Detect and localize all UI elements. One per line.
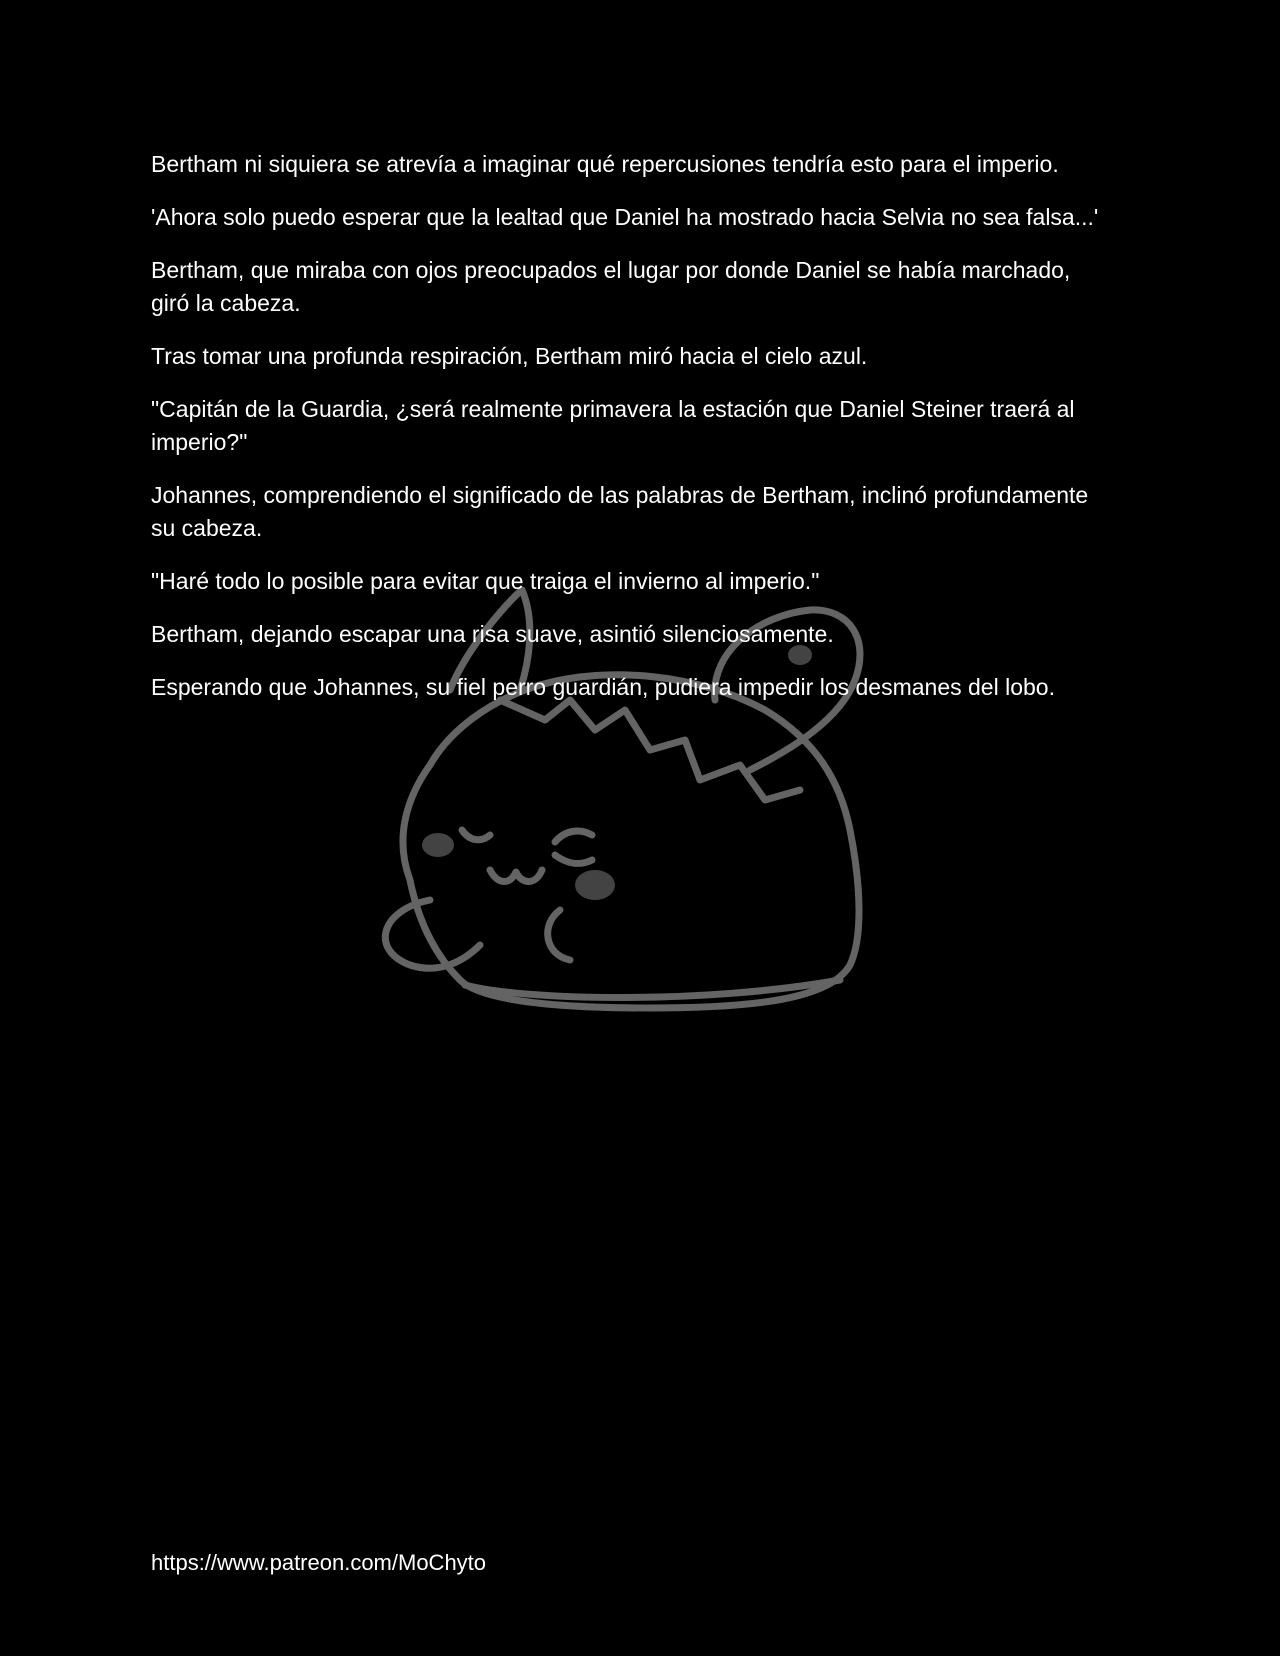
paragraph: "Haré todo lo posible para evitar que traiga el invierno al imperio." [151, 568, 820, 594]
paragraph: Bertham, dejando escapar una risa suave, asintió silenciosamente. [151, 621, 834, 647]
paragraph: Esperando que Johannes, su fiel perro guardián, pudiera impedir los desmanes del lobo. [151, 674, 1055, 700]
patreon-link[interactable]: https://www.patreon.com/MoChyto [151, 1550, 487, 1575]
document-body [151, 148, 1111, 724]
paragraph: Bertham ni siquiera se atrevía a imaginar qué repercusiones tendría esto para el imperio. [151, 151, 1059, 177]
paragraph: "Capitán de la Guardia, ¿será realmente primavera la estación que Daniel Steiner traerá al imperio?" [151, 396, 1075, 455]
paragraph: Johannes, comprendiendo el significado de las palabras de Bertham, inclinó profundamente su cabeza. [151, 482, 1089, 541]
paragraph: Bertham, que miraba con ojos preocupados el lugar por donde Daniel se había marchado, giró la cabeza. [151, 257, 1071, 316]
paragraph: 'Ahora solo puedo esperar que la lealtad que Daniel ha mostrado hacia Selvia no sea falsa...' [151, 204, 1099, 230]
paragraph: Tras tomar una profunda respiración, Bertham miró hacia el cielo azul. [151, 343, 868, 369]
